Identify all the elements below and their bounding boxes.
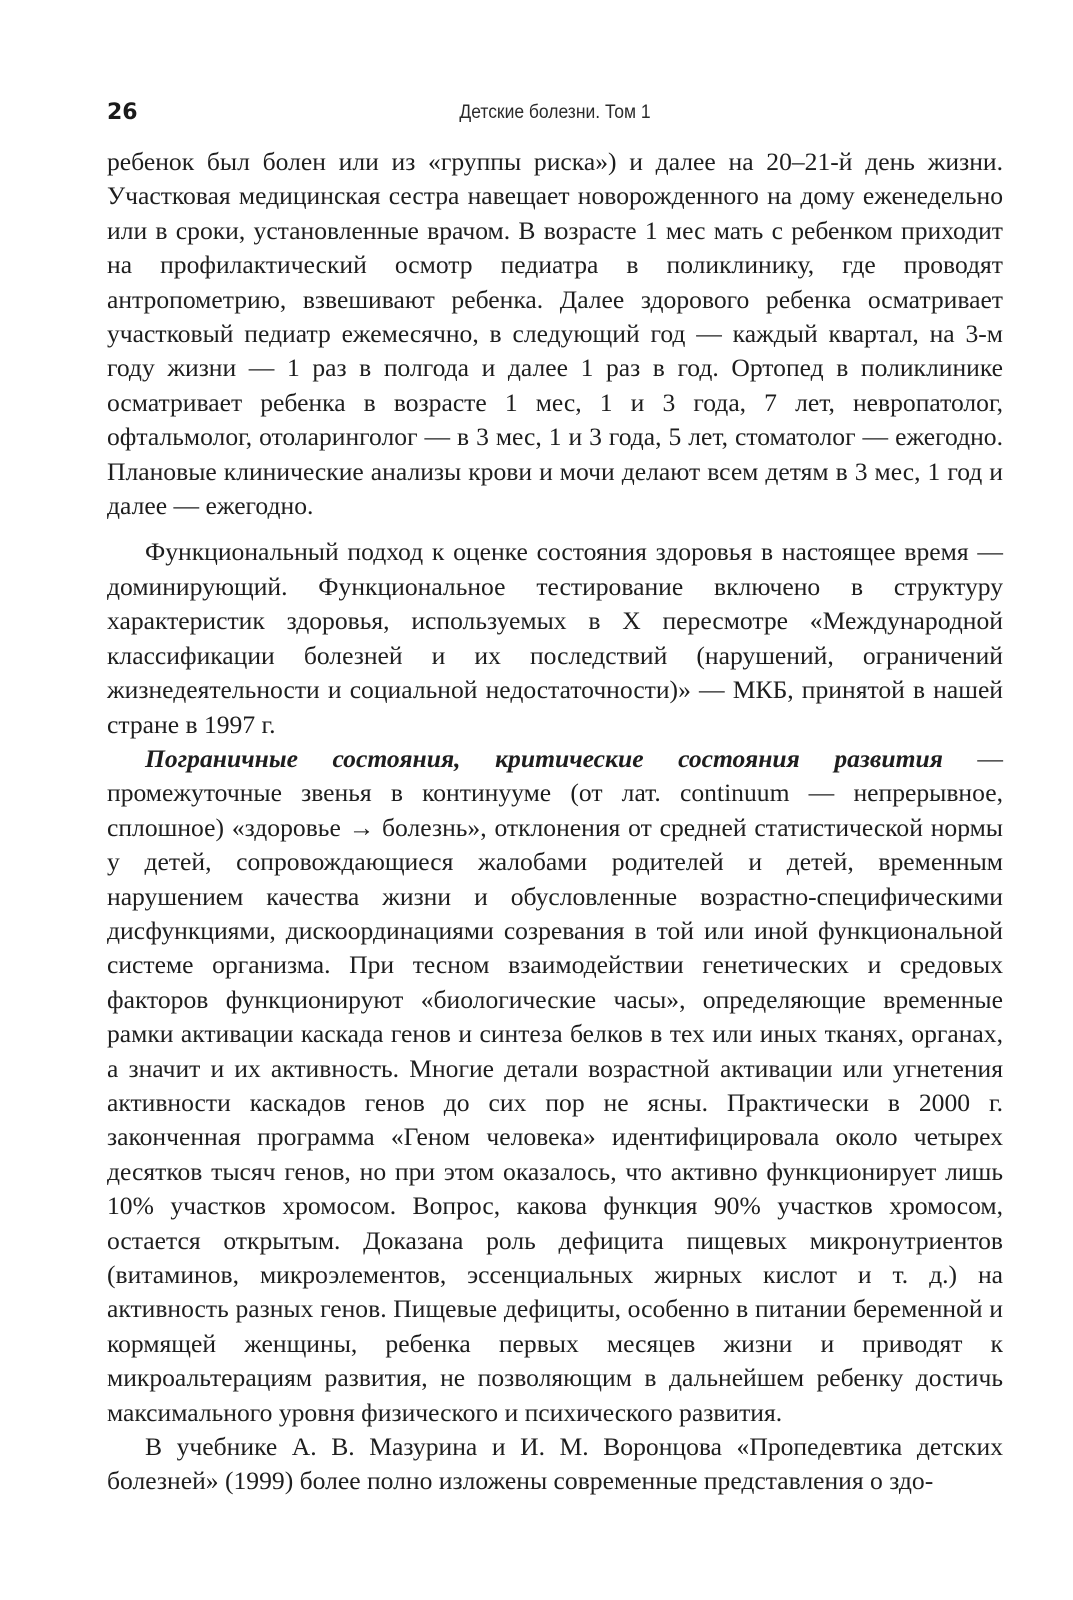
paragraph-borderline-states-text: — промежуточные звенья в континууме (от лат. continuum — непрерывное, сплошное) «здоровье → болезнь», отклонения от средней статистической нормы у детей, сопровождающиеся жалобами родителей и детей, временным нарушением качества жизни и обусловленные возрастно-специфическими дисфункциями, дискоординациями созревания в той или иной функциональной системе организма. При тесном взаимодействии генетических и средовых факторов функционируют «биологические часы», определяющие временные рамки активации каскада генов и синтеза белков в тех или иных тканях, органах, а значит и их активность. Многие детали возрастной активации или угнетения активности каскадов генов до сих пор не ясны. Практически в 2000 г. законченная программа «Геном человека» идентифицировала около четырех десятков тысяч генов, но при этом оказалось, что активно функционирует лишь 10% участков хромосом. Вопрос, какова функция 90% участков хромосом, остается открытым. Доказана роль дефицита пищевых микронутриентов (витаминов, микроэлементов, эссенциальных жирных кислот и т. д.) на активность разных генов. Пищевые дефициты, особенно в питании беременной и кормящей женщины, ребенка первых месяцев жизни и приводят к микроальтерациям развития, не позволяющим в дальнейшем ребенку достичь максимального уровня физического и психического развития. [107, 743, 1004, 1427]
body-text [107, 145, 1003, 1499]
running-title: Детские болезни. Том 1 [459, 102, 651, 123]
defined-term: Пограничные состояния, критические состояния развития [145, 743, 943, 773]
paragraph-continuation: ребенок был болен или из «группы риска») и далее на 20–21-й день жизни. Участковая медицинская сестра навещает новорожденного на дому еженедельно или в сроки, установленные врачом. В возрасте 1 мес мать с ребенком приходит на профилактический осмотр педиатра в поликлинику, где проводят антропометрию, взвешивают ребенка. Далее здорового ребенка осматривает участковый педиатр ежемесячно, в следующий год — каждый квартал, на 3-м году жизни — 1 раз в полгода и далее 1 раз в год. Ортопед в поликлинике осматривает ребенка в возрасте 1 мес, 1 и 3 года, 7 лет, невропатолог, офтальмолог, отоларинголог — в 3 мес, 1 и 3 года, 5 лет, стоматолог — ежегодно. Плановые клинические анализы крови и мочи делают всем детям в 3 мес, 1 год и далее — ежегодно. [107, 147, 1003, 521]
page-header [107, 96, 1003, 130]
paragraph-functional-approach: Функциональный подход к оценке состояния здоровья в настоящее время — доминирующий. Функциональное тестирование включено в структуру характеристик здоровья, используемых в X пересмотре «Международной классификации болезней и их последствий (нарушений, ограничений жизнедеятельности и социальной недостаточности)» — МКБ, принятой в нашей стране в 1997 г. [107, 537, 1003, 739]
paragraph-textbook: В учебнике А. В. Мазурина и И. М. Воронцова «Пропедевтика детских болезней» (1999) более полно изложены современные представления о здо- [107, 1432, 1003, 1496]
page-number: 26 [107, 100, 138, 125]
paragraph-borderline-states [107, 742, 1003, 1430]
